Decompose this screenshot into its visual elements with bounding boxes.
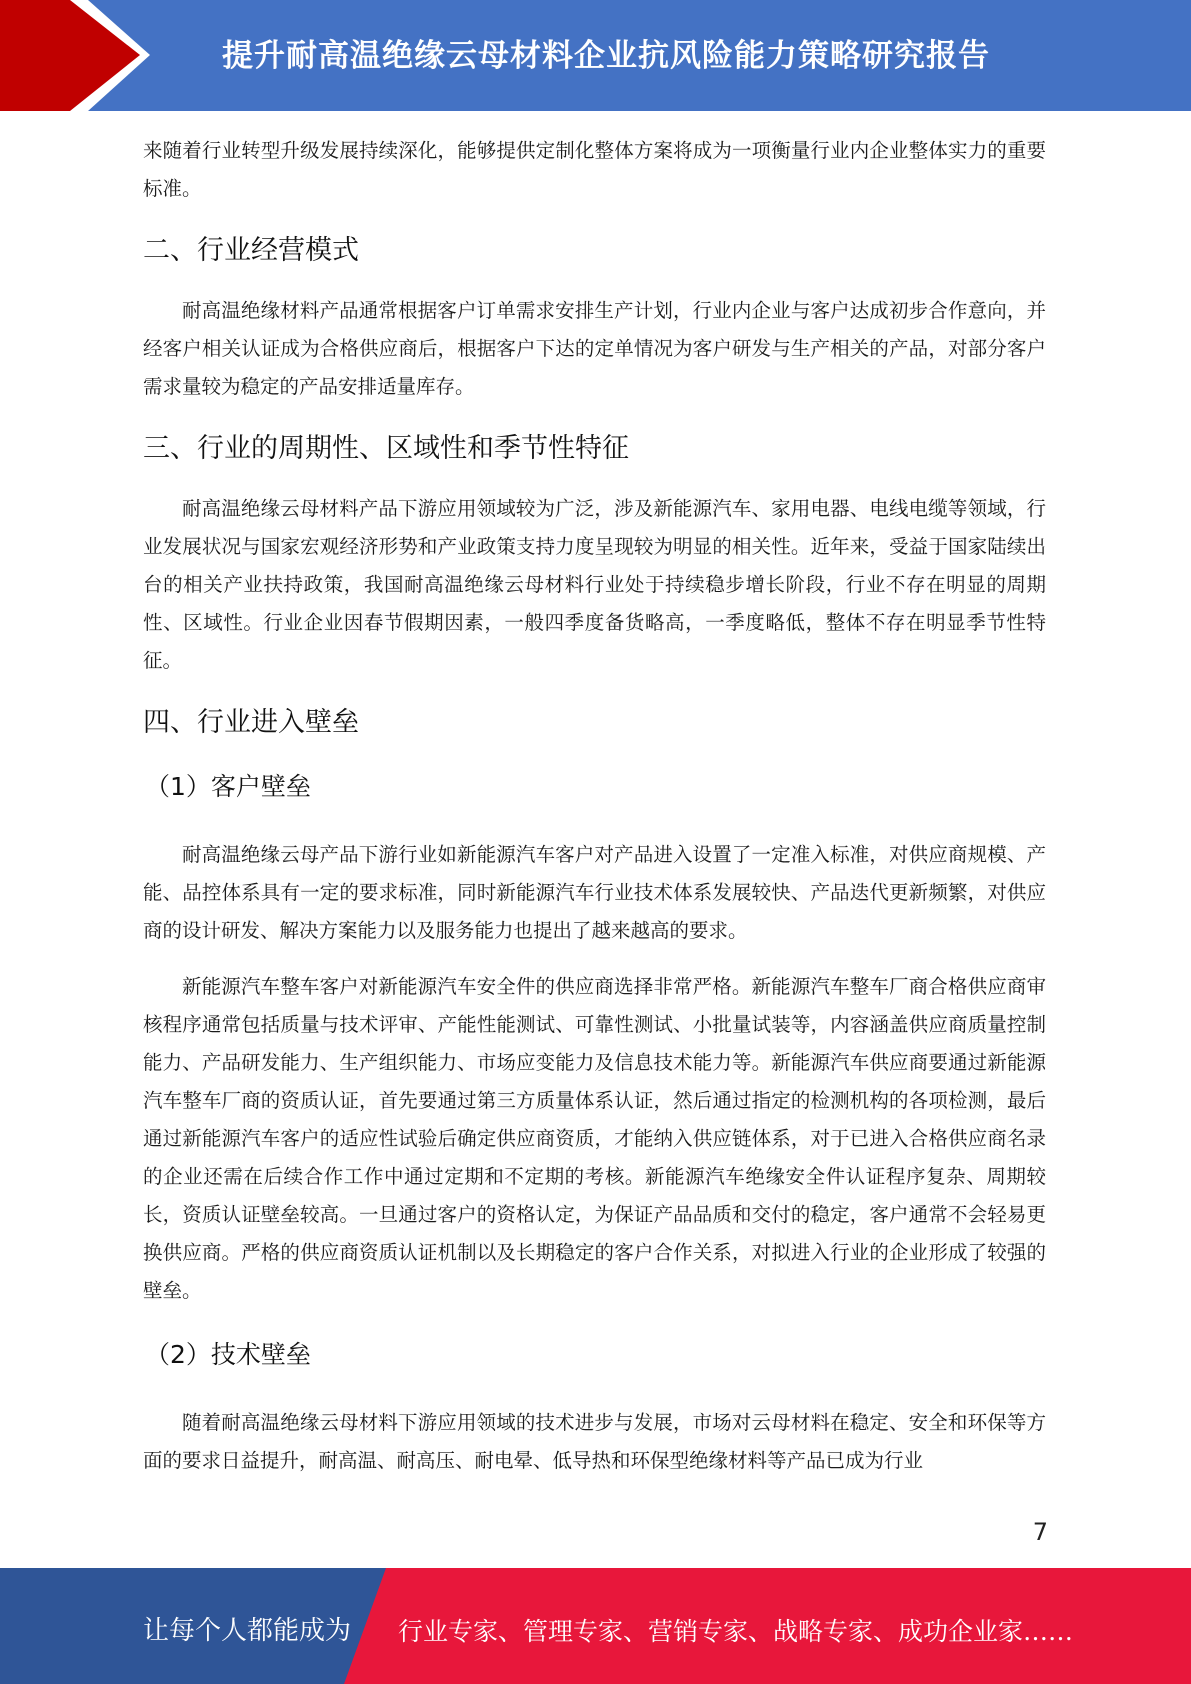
header-red-chevron bbox=[0, 0, 140, 111]
business-model-paragraph: 耐高温绝缘材料产品通常根据客户订单需求安排生产计划，行业内企业与客户达成初步合作意向，并经客户相关认证成为合格供应商后，根据客户下达的定单情况为客户研发与生产相关的产品，对部分客户需求量较为稳定的产品安排适量库存。 bbox=[143, 299, 1046, 398]
intro-paragraph: 来随着行业转型升级发展持续深化，能够提供定制化整体方案将成为一项衡量行业内企业整体实力的重要标准。 bbox=[143, 139, 1046, 200]
page-number: 7 bbox=[1032, 1518, 1048, 1546]
page-header bbox=[0, 0, 1191, 111]
subsection-heading-technology-barrier: （2）技术壁垒 bbox=[145, 1340, 311, 1369]
section-heading-cyclicality: 三、行业的周期性、区域性和季节性特征 bbox=[143, 433, 629, 464]
customer-barrier-paragraph-1: 耐高温绝缘云母产品下游行业如新能源汽车客户对产品进入设置了一定准入标准，对供应商规模、产能、品控体系具有一定的要求标准，同时新能源汽车行业技术体系发展较快、产品迭代更新频繁，对供应商的设计研发、解决方案能力以及服务能力也提出了越来越高的要求。 bbox=[143, 843, 1046, 942]
footer-slogan-left: 让每个人都能成为 bbox=[143, 1616, 352, 1646]
technology-barrier-paragraph-1: 随着耐高温绝缘云母材料下游应用领域的技术进步与发展，市场对云母材料在稳定、安全和环保等方面的要求日益提升，耐高温、耐高压、耐电晕、低导热和环保型绝缘材料等产品已成为行业 bbox=[143, 1411, 1046, 1472]
cyclicality-paragraph: 耐高温绝缘云母材料产品下游应用领域较为广泛，涉及新能源汽车、家用电器、电线电缆等领域，行业发展状况与国家宏观经济形势和产业政策支持力度呈现较为明显的相关性。近年来，受益于国家陆续出台的相关产业扶持政策，我国耐高温绝缘云母材料行业处于持续稳步增长阶段，行业不存在明显的周期性、区域性。行业企业因春节假期因素，一般四季度备货略高，一季度略低，整体不存在明显季节性特征。 bbox=[143, 497, 1046, 672]
subsection-heading-customer-barrier: （1）客户壁垒 bbox=[145, 772, 311, 801]
report-title: 提升耐高温绝缘云母材料企业抗风险能力策略研究报告 bbox=[222, 38, 990, 74]
customer-barrier-paragraph-2: 新能源汽车整车客户对新能源汽车安全件的供应商选择非常严格。新能源汽车整车厂商合格供应商审核程序通常包括质量与技术评审、产能性能测试、可靠性测试、小批量试装等，内容涵盖供应商质量控制能力、产品研发能力、生产组织能力、市场应变能力及信息技术能力等。新能源汽车供应商要通过新能源汽车整车厂商的资质认证，首先要通过第三方质量体系认证，然后通过指定的检测机构的各项检测，最后通过新能源汽车客户的适应性试验后确定供应商资质，才能纳入供应链体系，对于已进入合格供应商名录的企业还需在后续合作工作中通过定期和不定期的考核。新能源汽车绝缘安全件认证程序复杂、周期较长，资质认证壁垒较高。一旦通过客户的资格认定，为保证产品品质和交付的稳定，客户通常不会轻易更换供应商。严格的供应商资质认证机制以及长期稳定的客户合作关系，对拟进入行业的企业形成了较强的壁垒。 bbox=[143, 975, 1046, 1302]
section-heading-business-model: 二、行业经营模式 bbox=[143, 235, 359, 266]
page-footer bbox=[0, 1568, 1191, 1684]
footer-slogan-right: 行业专家、管理专家、营销专家、战略专家、成功企业家…… bbox=[398, 1617, 1074, 1646]
document-body bbox=[143, 132, 1046, 1498]
section-heading-entry-barriers: 四、行业进入壁垒 bbox=[143, 707, 359, 738]
